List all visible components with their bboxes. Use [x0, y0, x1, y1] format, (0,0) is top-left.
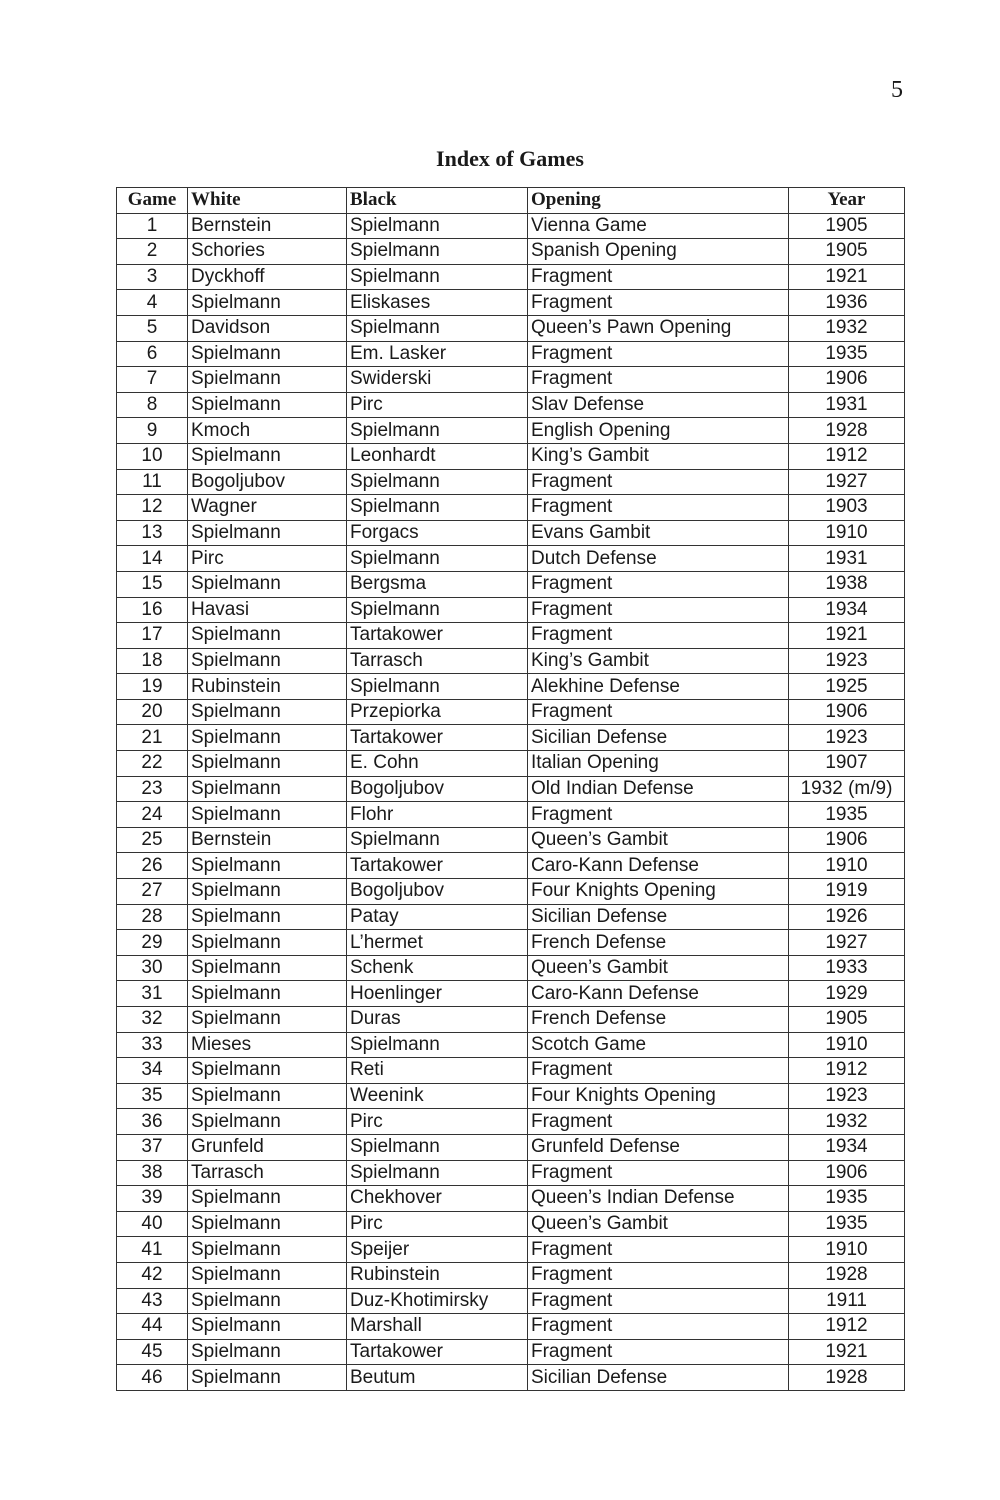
cell-black-player: Patay	[347, 904, 528, 930]
cell-black-player: Chekhover	[347, 1186, 528, 1212]
cell-white-player: Spielmann	[188, 1288, 347, 1314]
cell-opening: Old Indian Defense	[528, 776, 789, 802]
cell-year: 1935	[789, 1211, 905, 1237]
table-row	[117, 1083, 905, 1109]
header-year: Year	[789, 188, 905, 214]
cell-opening: Grunfeld Defense	[528, 1134, 789, 1160]
table-row	[117, 879, 905, 905]
cell-year: 1912	[789, 1058, 905, 1084]
cell-game-number: 19	[117, 674, 188, 700]
cell-white-player: Spielmann	[188, 1083, 347, 1109]
table-row	[117, 776, 905, 802]
cell-year: 1931	[789, 392, 905, 418]
table-row	[117, 239, 905, 265]
cell-game-number: 27	[117, 879, 188, 905]
cell-black-player: Weenink	[347, 1083, 528, 1109]
cell-black-player: Bogoljubov	[347, 776, 528, 802]
cell-opening: Fragment	[528, 290, 789, 316]
cell-year: 1906	[789, 699, 905, 725]
cell-white-player: Spielmann	[188, 1237, 347, 1263]
cell-black-player: Tartakower	[347, 853, 528, 879]
cell-black-player: Pirc	[347, 392, 528, 418]
cell-black-player: Spielmann	[347, 546, 528, 572]
cell-black-player: Tarrasch	[347, 648, 528, 674]
cell-game-number: 44	[117, 1314, 188, 1340]
table-row	[117, 1109, 905, 1135]
cell-opening: Fragment	[528, 571, 789, 597]
cell-game-number: 38	[117, 1160, 188, 1186]
cell-white-player: Spielmann	[188, 443, 347, 469]
cell-year: 1907	[789, 751, 905, 777]
cell-opening: Sicilian Defense	[528, 904, 789, 930]
cell-opening: Fragment	[528, 699, 789, 725]
table-row	[117, 751, 905, 777]
cell-white-player: Grunfeld	[188, 1134, 347, 1160]
header-opening: Opening	[528, 188, 789, 214]
cell-white-player: Spielmann	[188, 1007, 347, 1033]
cell-year: 1906	[789, 1160, 905, 1186]
cell-year: 1934	[789, 597, 905, 623]
cell-black-player: Bergsma	[347, 571, 528, 597]
cell-year: 1923	[789, 648, 905, 674]
cell-black-player: Tartakower	[347, 1339, 528, 1365]
cell-opening: Spanish Opening	[528, 239, 789, 265]
cell-game-number: 37	[117, 1134, 188, 1160]
cell-black-player: Bogoljubov	[347, 879, 528, 905]
cell-game-number: 1	[117, 213, 188, 239]
cell-game-number: 9	[117, 418, 188, 444]
page-title: Index of Games	[436, 146, 584, 171]
cell-black-player: Spielmann	[347, 213, 528, 239]
table-row	[117, 1058, 905, 1084]
cell-black-player: Speijer	[347, 1237, 528, 1263]
cell-black-player: Tartakower	[347, 623, 528, 649]
cell-year: 1932	[789, 315, 905, 341]
table-row	[117, 418, 905, 444]
table-row	[117, 802, 905, 828]
cell-game-number: 45	[117, 1339, 188, 1365]
cell-game-number: 10	[117, 443, 188, 469]
cell-opening: Fragment	[528, 495, 789, 521]
cell-white-player: Kmoch	[188, 418, 347, 444]
cell-white-player: Spielmann	[188, 699, 347, 725]
table-row	[117, 648, 905, 674]
cell-game-number: 24	[117, 802, 188, 828]
cell-white-player: Spielmann	[188, 802, 347, 828]
table-row	[117, 1134, 905, 1160]
cell-year: 1921	[789, 623, 905, 649]
page-number: 5	[891, 77, 903, 103]
cell-white-player: Spielmann	[188, 1262, 347, 1288]
cell-white-player: Tarrasch	[188, 1160, 347, 1186]
cell-year: 1938	[789, 571, 905, 597]
cell-year: 1936	[789, 290, 905, 316]
cell-game-number: 6	[117, 341, 188, 367]
table-row	[117, 1288, 905, 1314]
cell-year: 1933	[789, 955, 905, 981]
cell-game-number: 13	[117, 520, 188, 546]
cell-opening: Fragment	[528, 264, 789, 290]
table-row	[117, 1314, 905, 1340]
cell-white-player: Spielmann	[188, 1211, 347, 1237]
table-row	[117, 443, 905, 469]
cell-opening: Four Knights Opening	[528, 1083, 789, 1109]
cell-black-player: Spielmann	[347, 674, 528, 700]
cell-year: 1910	[789, 1237, 905, 1263]
cell-opening: Queen’s Pawn Opening	[528, 315, 789, 341]
cell-black-player: Spielmann	[347, 264, 528, 290]
cell-black-player: Spielmann	[347, 469, 528, 495]
table-row	[117, 1262, 905, 1288]
cell-game-number: 18	[117, 648, 188, 674]
cell-year: 1910	[789, 853, 905, 879]
cell-opening: Slav Defense	[528, 392, 789, 418]
cell-white-player: Spielmann	[188, 853, 347, 879]
cell-black-player: Spielmann	[347, 1032, 528, 1058]
cell-game-number: 39	[117, 1186, 188, 1212]
cell-white-player: Spielmann	[188, 751, 347, 777]
cell-game-number: 3	[117, 264, 188, 290]
cell-game-number: 5	[117, 315, 188, 341]
cell-year: 1919	[789, 879, 905, 905]
cell-black-player: Spielmann	[347, 1134, 528, 1160]
cell-black-player: Beutum	[347, 1365, 528, 1391]
table-body	[117, 213, 905, 1390]
cell-year: 1906	[789, 827, 905, 853]
cell-opening: Dutch Defense	[528, 546, 789, 572]
cell-year: 1912	[789, 1314, 905, 1340]
table-row	[117, 1365, 905, 1391]
cell-game-number: 34	[117, 1058, 188, 1084]
cell-game-number: 32	[117, 1007, 188, 1033]
cell-black-player: Schenk	[347, 955, 528, 981]
cell-year: 1911	[789, 1288, 905, 1314]
cell-year: 1929	[789, 981, 905, 1007]
cell-white-player: Havasi	[188, 597, 347, 623]
cell-white-player: Spielmann	[188, 367, 347, 393]
table-row	[117, 674, 905, 700]
cell-game-number: 43	[117, 1288, 188, 1314]
cell-opening: Fragment	[528, 1160, 789, 1186]
cell-black-player: Forgacs	[347, 520, 528, 546]
cell-white-player: Spielmann	[188, 341, 347, 367]
cell-year: 1932	[789, 1109, 905, 1135]
cell-white-player: Spielmann	[188, 776, 347, 802]
cell-year: 1903	[789, 495, 905, 521]
cell-year: 1905	[789, 239, 905, 265]
cell-game-number: 40	[117, 1211, 188, 1237]
cell-black-player: Reti	[347, 1058, 528, 1084]
header-row	[117, 188, 905, 214]
cell-game-number: 20	[117, 699, 188, 725]
cell-year: 1912	[789, 443, 905, 469]
header-game: Game	[117, 188, 188, 214]
cell-game-number: 17	[117, 623, 188, 649]
cell-opening: Fragment	[528, 623, 789, 649]
cell-white-player: Bernstein	[188, 827, 347, 853]
cell-game-number: 46	[117, 1365, 188, 1391]
cell-year: 1923	[789, 1083, 905, 1109]
cell-year: 1935	[789, 341, 905, 367]
cell-opening: French Defense	[528, 1007, 789, 1033]
cell-year: 1928	[789, 1262, 905, 1288]
cell-opening: Fragment	[528, 1058, 789, 1084]
cell-white-player: Spielmann	[188, 981, 347, 1007]
cell-year: 1910	[789, 1032, 905, 1058]
cell-game-number: 42	[117, 1262, 188, 1288]
cell-white-player: Bogoljubov	[188, 469, 347, 495]
table-row	[117, 699, 905, 725]
table-row	[117, 367, 905, 393]
cell-game-number: 26	[117, 853, 188, 879]
cell-year: 1935	[789, 1186, 905, 1212]
cell-white-player: Spielmann	[188, 648, 347, 674]
table-row	[117, 981, 905, 1007]
cell-opening: Fragment	[528, 1339, 789, 1365]
table-row	[117, 264, 905, 290]
cell-year: 1905	[789, 213, 905, 239]
table-row	[117, 495, 905, 521]
cell-opening: Vienna Game	[528, 213, 789, 239]
cell-opening: Italian Opening	[528, 751, 789, 777]
cell-opening: Four Knights Opening	[528, 879, 789, 905]
cell-black-player: Rubinstein	[347, 1262, 528, 1288]
cell-year: 1910	[789, 520, 905, 546]
cell-white-player: Rubinstein	[188, 674, 347, 700]
cell-black-player: Em. Lasker	[347, 341, 528, 367]
cell-game-number: 36	[117, 1109, 188, 1135]
cell-black-player: Duras	[347, 1007, 528, 1033]
cell-game-number: 30	[117, 955, 188, 981]
cell-opening: Fragment	[528, 1262, 789, 1288]
cell-year: 1925	[789, 674, 905, 700]
cell-year: 1923	[789, 725, 905, 751]
cell-black-player: Spielmann	[347, 827, 528, 853]
cell-black-player: Spielmann	[347, 315, 528, 341]
cell-year: 1921	[789, 264, 905, 290]
cell-opening: Queen’s Gambit	[528, 827, 789, 853]
cell-opening: King’s Gambit	[528, 648, 789, 674]
table-row	[117, 290, 905, 316]
cell-white-player: Spielmann	[188, 1365, 347, 1391]
cell-white-player: Spielmann	[188, 1339, 347, 1365]
cell-year: 1932 (m/9)	[789, 776, 905, 802]
cell-white-player: Spielmann	[188, 392, 347, 418]
cell-black-player: Duz-Khotimirsky	[347, 1288, 528, 1314]
cell-year: 1927	[789, 469, 905, 495]
table-row	[117, 904, 905, 930]
cell-year: 1927	[789, 930, 905, 956]
cell-black-player: Hoenlinger	[347, 981, 528, 1007]
cell-white-player: Spielmann	[188, 1186, 347, 1212]
cell-white-player: Davidson	[188, 315, 347, 341]
table-row	[117, 1186, 905, 1212]
cell-game-number: 33	[117, 1032, 188, 1058]
cell-game-number: 16	[117, 597, 188, 623]
cell-game-number: 15	[117, 571, 188, 597]
table-row	[117, 1032, 905, 1058]
cell-black-player: Przepiorka	[347, 699, 528, 725]
cell-game-number: 7	[117, 367, 188, 393]
cell-black-player: Spielmann	[347, 418, 528, 444]
cell-white-player: Spielmann	[188, 1109, 347, 1135]
cell-white-player: Spielmann	[188, 904, 347, 930]
index-of-games-table	[116, 187, 905, 1391]
cell-white-player: Pirc	[188, 546, 347, 572]
table-row	[117, 1339, 905, 1365]
cell-year: 1928	[789, 1365, 905, 1391]
table-row	[117, 930, 905, 956]
cell-white-player: Spielmann	[188, 520, 347, 546]
cell-game-number: 35	[117, 1083, 188, 1109]
cell-year: 1921	[789, 1339, 905, 1365]
cell-black-player: Marshall	[347, 1314, 528, 1340]
cell-opening: French Defense	[528, 930, 789, 956]
cell-opening: Evans Gambit	[528, 520, 789, 546]
cell-black-player: Pirc	[347, 1211, 528, 1237]
cell-black-player: Spielmann	[347, 1160, 528, 1186]
cell-black-player: E. Cohn	[347, 751, 528, 777]
cell-year: 1928	[789, 418, 905, 444]
table-row	[117, 955, 905, 981]
cell-game-number: 28	[117, 904, 188, 930]
cell-white-player: Spielmann	[188, 571, 347, 597]
cell-game-number: 23	[117, 776, 188, 802]
table-row	[117, 1007, 905, 1033]
table-row	[117, 571, 905, 597]
cell-white-player: Schories	[188, 239, 347, 265]
cell-opening: Fragment	[528, 597, 789, 623]
cell-opening: Caro-Kann Defense	[528, 981, 789, 1007]
cell-game-number: 2	[117, 239, 188, 265]
cell-black-player: L’hermet	[347, 930, 528, 956]
cell-black-player: Flohr	[347, 802, 528, 828]
cell-opening: Fragment	[528, 802, 789, 828]
cell-opening: English Opening	[528, 418, 789, 444]
cell-year: 1931	[789, 546, 905, 572]
cell-opening: Fragment	[528, 469, 789, 495]
cell-year: 1906	[789, 367, 905, 393]
cell-white-player: Mieses	[188, 1032, 347, 1058]
cell-opening: Sicilian Defense	[528, 1365, 789, 1391]
cell-black-player: Spielmann	[347, 495, 528, 521]
cell-opening: Queen’s Gambit	[528, 1211, 789, 1237]
cell-black-player: Spielmann	[347, 239, 528, 265]
cell-year: 1905	[789, 1007, 905, 1033]
table-row	[117, 341, 905, 367]
cell-opening: Queen’s Gambit	[528, 955, 789, 981]
table-row	[117, 392, 905, 418]
cell-opening: Fragment	[528, 1109, 789, 1135]
table-row	[117, 1211, 905, 1237]
cell-black-player: Tartakower	[347, 725, 528, 751]
cell-white-player: Spielmann	[188, 930, 347, 956]
table-row	[117, 213, 905, 239]
table-row	[117, 623, 905, 649]
table-row	[117, 827, 905, 853]
cell-white-player: Spielmann	[188, 725, 347, 751]
table-row	[117, 546, 905, 572]
cell-opening: Fragment	[528, 341, 789, 367]
cell-opening: Fragment	[528, 1288, 789, 1314]
table-row	[117, 469, 905, 495]
cell-black-player: Leonhardt	[347, 443, 528, 469]
cell-opening: Sicilian Defense	[528, 725, 789, 751]
cell-game-number: 12	[117, 495, 188, 521]
cell-year: 1935	[789, 802, 905, 828]
cell-game-number: 29	[117, 930, 188, 956]
cell-opening: Fragment	[528, 1314, 789, 1340]
cell-game-number: 14	[117, 546, 188, 572]
cell-black-player: Eliskases	[347, 290, 528, 316]
cell-opening: Queen’s Indian Defense	[528, 1186, 789, 1212]
cell-white-player: Spielmann	[188, 1058, 347, 1084]
cell-white-player: Spielmann	[188, 1314, 347, 1340]
table-header	[117, 188, 905, 214]
cell-black-player: Spielmann	[347, 597, 528, 623]
table-row	[117, 725, 905, 751]
cell-opening: Scotch Game	[528, 1032, 789, 1058]
header-white: White	[188, 188, 347, 214]
cell-opening: Caro-Kann Defense	[528, 853, 789, 879]
cell-game-number: 11	[117, 469, 188, 495]
cell-white-player: Wagner	[188, 495, 347, 521]
table-row	[117, 315, 905, 341]
cell-white-player: Dyckhoff	[188, 264, 347, 290]
cell-white-player: Spielmann	[188, 955, 347, 981]
table-row	[117, 597, 905, 623]
cell-game-number: 41	[117, 1237, 188, 1263]
cell-game-number: 21	[117, 725, 188, 751]
table-row	[117, 853, 905, 879]
cell-white-player: Spielmann	[188, 879, 347, 905]
table-row	[117, 1160, 905, 1186]
cell-game-number: 22	[117, 751, 188, 777]
cell-opening: Alekhine Defense	[528, 674, 789, 700]
cell-opening: Fragment	[528, 367, 789, 393]
cell-white-player: Spielmann	[188, 623, 347, 649]
cell-black-player: Swiderski	[347, 367, 528, 393]
cell-white-player: Spielmann	[188, 290, 347, 316]
cell-black-player: Pirc	[347, 1109, 528, 1135]
table-row	[117, 1237, 905, 1263]
cell-game-number: 25	[117, 827, 188, 853]
cell-year: 1926	[789, 904, 905, 930]
cell-game-number: 4	[117, 290, 188, 316]
cell-year: 1934	[789, 1134, 905, 1160]
cell-game-number: 8	[117, 392, 188, 418]
cell-opening: Fragment	[528, 1237, 789, 1263]
header-black: Black	[347, 188, 528, 214]
cell-game-number: 31	[117, 981, 188, 1007]
cell-opening: King’s Gambit	[528, 443, 789, 469]
cell-white-player: Bernstein	[188, 213, 347, 239]
table-row	[117, 520, 905, 546]
